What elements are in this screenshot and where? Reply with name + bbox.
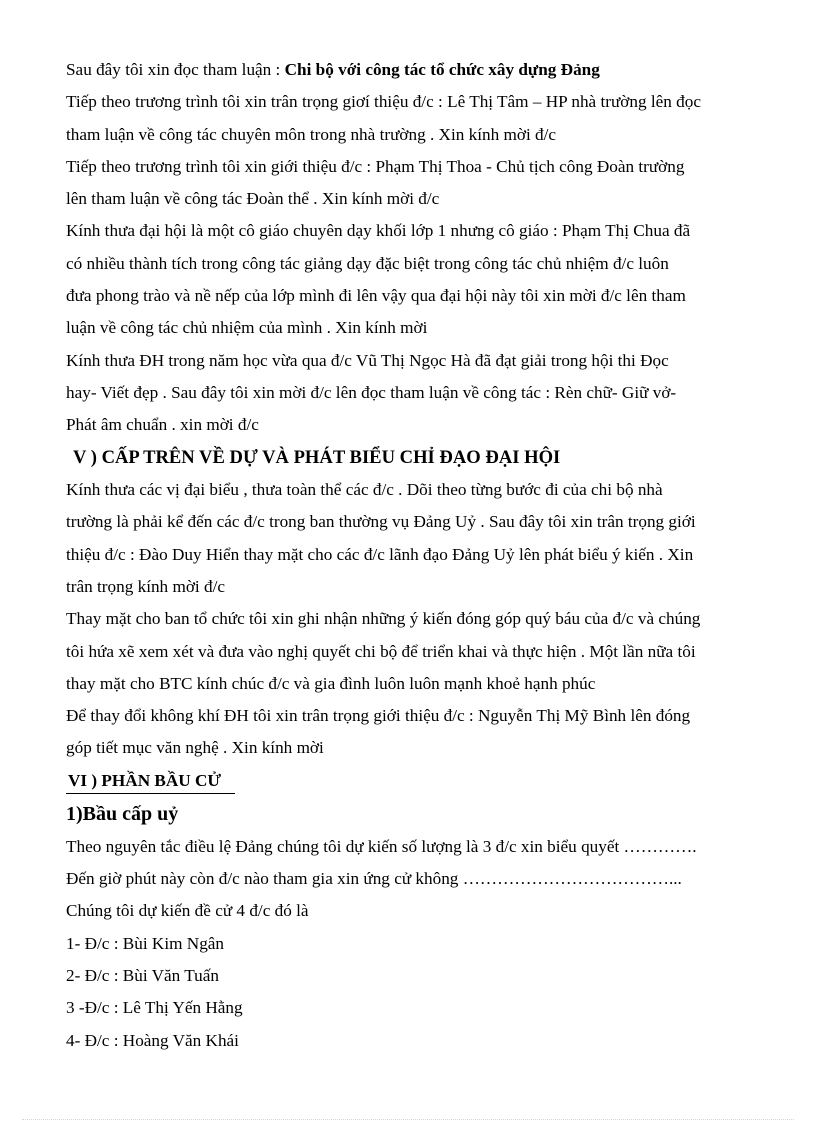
text-line: luận về công tác chủ nhiệm của mình . Xin kính mời (66, 318, 428, 338)
text-line: Kính thưa các vị đại biểu , thưa toàn thể các đ/c . Dõi theo từng bước đi của chi bộ nhà (66, 480, 663, 500)
text-line: trân trọng kính mời đ/c (66, 576, 225, 596)
section-heading-vi: VI ) PHẦN BẦU CỬ (66, 765, 786, 797)
text-line: Theo nguyên tắc điều lệ Đảng chúng tôi dự kiến số lượng là 3 đ/c xin biểu quyết …………. (66, 836, 697, 856)
text-line: tham luận về công tác chuyên môn trong nhà trường . Xin kính mời đ/c (66, 124, 557, 144)
talk-title: Chi bộ với công tác tổ chức xây dựng Đảng (284, 60, 600, 79)
text-line: Đến giờ phút này còn đ/c nào tham gia xin ứng cử không ………………………………... (66, 869, 682, 889)
text-line: Chúng tôi dự kiến đề cử 4 đ/c đó là (66, 901, 309, 921)
text-line: thay mặt cho BTC kính chúc đ/c và gia đình luôn luôn mạnh khoẻ hạnh phúc (66, 673, 596, 693)
text-line: đưa phong trào và nề nếp của lớp mình đi lên vậy qua đại hội này tôi xin mời đ/c lên tham (66, 286, 686, 306)
text-line: Để thay đổi không khí ĐH tôi xin trân trọng giới thiệu đ/c : Nguyễn Thị Mỹ Bình lên đóng (66, 706, 691, 726)
text-line: Tiếp theo trương trình tôi xin trân trọng giơí thiệu đ/c : Lê Thị Tâm – HP nhà trường lên đọc (66, 92, 701, 112)
subsection-heading: 1)Bầu cấp uỷ (66, 802, 179, 825)
page-bottom-divider (22, 1119, 794, 1120)
text-line: hay- Viết đẹp . Sau đây tôi xin mời đ/c lên đọc tham luận về công tác : Rèn chữ- Giữ vở- (66, 382, 677, 402)
intro-line: Sau đây tôi xin đọc tham luận : Chi bộ với công tác tổ chức xây dựng Đảng (66, 60, 600, 79)
candidate-item: 4- Đ/c : Hoàng Văn Khái (66, 1030, 239, 1050)
text-line: có nhiều thành tích trong công tác giảng dạy đặc biệt trong công tác chủ nhiệm đ/c luôn (66, 253, 669, 273)
text-line: lên tham luận về công tác Đoàn thể . Xin kính mời đ/c (66, 189, 440, 209)
candidate-item: 3 -Đ/c : Lê Thị Yến Hằng (66, 998, 243, 1018)
candidate-item: 2- Đ/c : Bùi Văn Tuấn (66, 965, 219, 985)
document-page (66, 54, 786, 1057)
text-line: tôi hứa xẽ xem xét và đưa vào nghị quyết chi bộ để triển khai và thực hiện . Một lần nữa tôi (66, 641, 696, 661)
text-line: Phát âm chuẩn . xin mời đ/c (66, 415, 259, 435)
text-line: trường là phải kể đến các đ/c trong ban thường vụ Đảng Uỷ . Sau đây tôi xin trân trọng giới (66, 512, 696, 532)
text-line: thiệu đ/c : Đào Duy Hiển thay mặt cho các đ/c lãnh đạo Đảng Uỷ lên phát biểu ý kiến . Xin (66, 544, 694, 564)
text-line: góp tiết mục văn nghệ . Xin kính mời (66, 738, 324, 758)
text-line: Tiếp theo trương trình tôi xin giới thiệu đ/c : Phạm Thị Thoa - Chủ tịch công Đoàn trường (66, 156, 685, 176)
text-line: Thay mặt cho ban tổ chức tôi xin ghi nhận những ý kiến đóng góp quý báu của đ/c và chúng (66, 609, 701, 629)
candidate-item: 1- Đ/c : Bùi Kim Ngân (66, 933, 225, 953)
text-line: Kính thưa ĐH trong năm học vừa qua đ/c Vũ Thị Ngọc Hà đã đạt giải trong hội thi Đọc (66, 350, 669, 370)
section-heading-v: V ) CẤP TRÊN VỀ DỰ VÀ PHÁT BIỂU CHỈ ĐẠO ĐẠI HỘI (73, 446, 561, 468)
text-line: Kính thưa đại hội là một cô giáo chuyên dạy khối lớp 1 nhưng cô giáo : Phạm Thị Chua đã (66, 221, 691, 241)
